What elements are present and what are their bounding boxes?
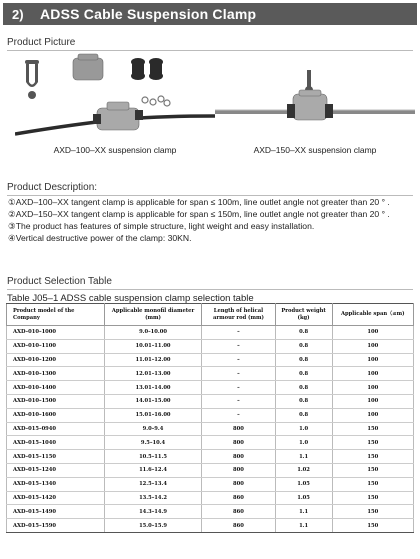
cell-model: AXD–015–1040 [7, 436, 105, 450]
selection-divider [7, 289, 413, 290]
cell-armour-rod: 800 [202, 422, 275, 436]
col-header-weight: Product weight (kg) [275, 304, 332, 326]
cell-diameter: 12.01–13.00 [104, 367, 202, 381]
table-row [7, 463, 414, 477]
cell-armour-rod: 800 [202, 477, 275, 491]
cell-diameter: 9.5–10.4 [104, 436, 202, 450]
cell-weight: 0.8 [275, 408, 332, 422]
cell-weight: 1.1 [275, 519, 332, 533]
table-row [7, 450, 414, 464]
cell-armour-rod: – [202, 353, 275, 367]
table-title: Table J05–1 ADSS cable suspension clamp selection table [7, 293, 254, 304]
cell-model: AXD–015–1590 [7, 519, 105, 533]
cell-model: AXD–015–1340 [7, 477, 105, 491]
cell-span: 150 [332, 491, 413, 505]
selection-table [6, 303, 414, 533]
cell-span: 150 [332, 436, 413, 450]
table-row [7, 491, 414, 505]
description-line-2: ②AXD–150–XX tangent clamp is applicable for span ≤ 150m, line outlet angle not greater than 20 ° . [8, 209, 390, 219]
cell-armour-rod: 860 [202, 491, 275, 505]
col-header-diameter: Applicable monofil diameter (mm) [104, 304, 202, 326]
cell-model: AXD–015–0940 [7, 422, 105, 436]
table-row [7, 477, 414, 491]
cell-diameter: 13.5–14.2 [104, 491, 202, 505]
heading-divider [7, 50, 413, 51]
cell-model: AXD–015–1150 [7, 450, 105, 464]
cell-armour-rod: 800 [202, 450, 275, 464]
description-line-1: ①AXD–100–XX tangent clamp is applicable for span ≤ 100m, line outlet angle not greater than 20 ° . [8, 197, 390, 207]
cell-model: AXD–010–1000 [7, 326, 105, 340]
cell-diameter: 11.01–12.00 [104, 353, 202, 367]
cell-model: AXD–010–1400 [7, 381, 105, 395]
cell-weight: 0.8 [275, 339, 332, 353]
cell-weight: 1.1 [275, 505, 332, 519]
table-row [7, 436, 414, 450]
cell-model: AXD–010–1200 [7, 353, 105, 367]
section-title: ADSS Cable Suspension Clamp [40, 6, 257, 22]
cell-weight: 1.0 [275, 436, 332, 450]
cell-armour-rod: 860 [202, 505, 275, 519]
col-header-span: Applicable span（≤m) [332, 304, 413, 326]
table-row [7, 339, 414, 353]
selection-table-heading: Product Selection Table [7, 276, 112, 287]
description-line-4: ④Vertical destructive power of the clamp: 30KN. [8, 233, 192, 243]
cell-armour-rod: – [202, 339, 275, 353]
cell-model: AXD–015–1420 [7, 491, 105, 505]
cell-weight: 0.8 [275, 326, 332, 340]
cell-weight: 0.8 [275, 367, 332, 381]
cell-diameter: 9.0–10.00 [104, 326, 202, 340]
table-row [7, 519, 414, 533]
cell-span: 150 [332, 505, 413, 519]
table-row [7, 353, 414, 367]
cell-span: 150 [332, 422, 413, 436]
cell-diameter: 10.5–11.5 [104, 450, 202, 464]
cell-model: AXD–010–1600 [7, 408, 105, 422]
cell-weight: 0.8 [275, 394, 332, 408]
table-row [7, 367, 414, 381]
cell-span: 150 [332, 450, 413, 464]
cell-weight: 0.8 [275, 353, 332, 367]
cell-span: 100 [332, 381, 413, 395]
cell-armour-rod: – [202, 367, 275, 381]
col-header-model: Product model of the Company [7, 304, 105, 326]
cell-weight: 0.8 [275, 381, 332, 395]
cell-weight: 1.05 [275, 477, 332, 491]
cell-model: AXD–010–1100 [7, 339, 105, 353]
cell-diameter: 12.5–13.4 [104, 477, 202, 491]
description-divider [7, 195, 413, 196]
cell-span: 100 [332, 408, 413, 422]
product-picture-heading: Product Picture [7, 37, 76, 48]
table-body [7, 326, 414, 533]
cell-armour-rod: – [202, 394, 275, 408]
cell-weight: 1.02 [275, 463, 332, 477]
table-row [7, 381, 414, 395]
cell-diameter: 14.01–15.00 [104, 394, 202, 408]
cell-armour-rod: – [202, 381, 275, 395]
cell-span: 150 [332, 463, 413, 477]
table-row [7, 408, 414, 422]
table-header-row [7, 304, 414, 326]
section-number: 2) [12, 6, 24, 22]
cell-diameter: 9.0–9.4 [104, 422, 202, 436]
cell-diameter: 15.01–16.00 [104, 408, 202, 422]
table-row [7, 394, 414, 408]
cell-span: 100 [332, 394, 413, 408]
cell-diameter: 13.01–14.00 [104, 381, 202, 395]
cell-diameter: 15.0–15.9 [104, 519, 202, 533]
cell-weight: 1.05 [275, 491, 332, 505]
cell-span: 100 [332, 339, 413, 353]
cell-armour-rod: – [202, 408, 275, 422]
product-description-heading: Product Description: [7, 182, 98, 193]
cell-span: 100 [332, 326, 413, 340]
cell-armour-rod: 800 [202, 436, 275, 450]
cell-weight: 1.0 [275, 422, 332, 436]
axd-150-clamp-photo [215, 68, 415, 138]
cell-span: 150 [332, 477, 413, 491]
cell-model: AXD–015–1240 [7, 463, 105, 477]
axd-100-clamp-photo [15, 52, 215, 152]
col-header-armour-rod: Length of helical armour rod (mm) [202, 304, 275, 326]
axd-150-caption: AXD–150–XX suspension clamp [253, 145, 377, 155]
table-row [7, 422, 414, 436]
cell-weight: 1.1 [275, 450, 332, 464]
cell-armour-rod: – [202, 326, 275, 340]
cell-diameter: 14.3–14.9 [104, 505, 202, 519]
cell-model: AXD–010–1300 [7, 367, 105, 381]
cell-model: AXD–010–1500 [7, 394, 105, 408]
description-line-3: ③The product has features of simple structure, light weight and easy installation. [8, 221, 315, 231]
cell-span: 100 [332, 353, 413, 367]
section-title-bar [3, 3, 417, 25]
cell-model: AXD–015–1490 [7, 505, 105, 519]
cell-diameter: 10.01–11.00 [104, 339, 202, 353]
table-row [7, 505, 414, 519]
cell-armour-rod: 860 [202, 519, 275, 533]
cell-armour-rod: 800 [202, 463, 275, 477]
cell-span: 150 [332, 519, 413, 533]
cell-diameter: 11.6–12.4 [104, 463, 202, 477]
table-row [7, 326, 414, 340]
cell-span: 100 [332, 367, 413, 381]
axd-100-caption: AXD–100–XX suspension clamp [53, 145, 177, 155]
